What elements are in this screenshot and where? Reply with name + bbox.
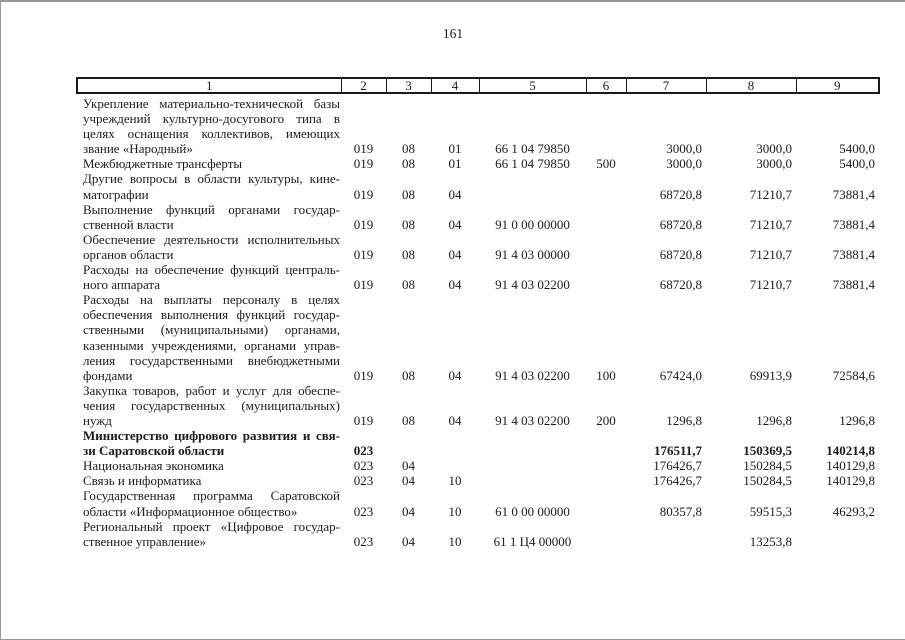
cell-col8: 150284,5 [743, 473, 792, 489]
cell-col2: 019 [353, 216, 374, 232]
cell-col6 [586, 488, 626, 518]
cell-col5: 91 4 03 02200 [495, 412, 570, 428]
table-row [77, 202, 879, 232]
document-page [1, 2, 905, 639]
table-row [77, 519, 879, 549]
cell-col4: 04 [448, 367, 462, 383]
cell-col3: 04 [402, 503, 415, 519]
cell-col5: 91 0 00 00000 [495, 216, 570, 232]
cell-col6 [586, 262, 626, 292]
cell-col2: 019 [353, 367, 374, 383]
row-description-cell [77, 383, 341, 428]
cell-col2: 019 [353, 141, 374, 157]
description-line: чения государственных (муниципальных) [83, 397, 340, 413]
table-row [77, 473, 879, 488]
cell-col2: 019 [353, 277, 374, 293]
cell-col4: 01 [448, 156, 462, 172]
cell-col6: 500 [596, 156, 616, 172]
description-line: звание «Народный» [83, 141, 193, 157]
cell-col6 [586, 93, 626, 156]
header-cell-col3: 3 [386, 78, 431, 93]
cell-col6 [586, 202, 626, 232]
cell-col7: 176511,7 [653, 443, 702, 459]
description-line: ственной власти [83, 216, 174, 232]
cell-col8: 71210,7 [749, 216, 792, 232]
cell-col2: 019 [353, 412, 374, 428]
cell-col5: 91 4 03 00000 [495, 246, 570, 262]
cell-col9: 73881,4 [832, 246, 875, 262]
cell-col5: 91 4 03 02200 [495, 367, 570, 383]
description-line: области «Информационное общество» [83, 503, 298, 519]
cell-col7: 3000,0 [666, 141, 702, 157]
cell-col9: 72584,6 [832, 367, 875, 383]
row-description-cell [77, 262, 341, 292]
table-row [77, 292, 879, 383]
cell-col7: 67424,0 [659, 367, 702, 383]
header-cell-col4: 4 [431, 78, 479, 93]
description-line: Связь и информатика [83, 473, 202, 489]
cell-col4: 04 [448, 216, 462, 232]
cell-col9: 73881,4 [832, 277, 875, 293]
table-body [77, 93, 879, 549]
cell-col6 [586, 428, 626, 458]
cell-col9: 1296,8 [839, 412, 875, 428]
cell-col3: 04 [402, 473, 415, 489]
table-row [77, 93, 879, 156]
cell-col5 [479, 171, 586, 201]
cell-col2: 019 [353, 186, 374, 202]
cell-col4: 04 [448, 412, 462, 428]
cell-col5: 66 1 04 79850 [495, 156, 570, 172]
header-cell-col9: 9 [796, 78, 879, 93]
table-row [77, 458, 879, 473]
table-row [77, 232, 879, 262]
cell-col6 [586, 473, 626, 488]
header-cell-col5: 5 [479, 78, 586, 93]
cell-col7: 68720,8 [659, 246, 702, 262]
description-line: Региональный проект «Цифровое государ- [83, 518, 340, 534]
description-line: Закупка товаров, работ и услуг для обеспе- [83, 382, 340, 398]
description-line: органов области [83, 246, 174, 262]
cell-col6 [586, 519, 626, 549]
cell-col6 [586, 458, 626, 473]
table-row [77, 262, 879, 292]
cell-col2: 023 [353, 473, 374, 489]
description-line: Межбюджетные трансферты [83, 156, 243, 172]
cell-col4 [431, 458, 479, 473]
cell-col5 [479, 428, 586, 458]
cell-col8: 150369,5 [743, 443, 792, 459]
description-line: ственное управление» [83, 533, 207, 549]
cell-col4: 10 [448, 503, 462, 519]
cell-col7: 3000,0 [666, 156, 702, 172]
row-description-cell [77, 473, 341, 488]
description-line: Выполнение функций органами государ- [83, 201, 340, 217]
budget-table [76, 77, 880, 549]
description-line: зи Саратовской области [83, 443, 225, 459]
cell-col6: 100 [596, 367, 616, 383]
cell-col5 [479, 473, 586, 488]
cell-col5: 66 1 04 79850 [495, 141, 570, 157]
cell-col8: 59515,3 [749, 503, 792, 519]
description-line: ственными (муниципальными) органами, [83, 322, 340, 338]
description-line: обеспечения выполнения функций государ- [83, 307, 340, 323]
cell-col5: 91 4 03 02200 [495, 277, 570, 293]
cell-col3: 08 [402, 277, 415, 293]
description-line: казенными учреждениями, органами управ- [83, 337, 340, 353]
cell-col9: 140129,8 [826, 458, 875, 474]
cell-col2: 023 [353, 458, 374, 474]
cell-col8: 3000,0 [756, 141, 792, 157]
cell-col3: 04 [402, 533, 415, 549]
description-line: учреждений культурно-досугового типа в [83, 111, 340, 127]
cell-col7: 176426,7 [653, 458, 702, 474]
cell-col8: 71210,7 [749, 186, 792, 202]
cell-col4: 04 [448, 246, 462, 262]
row-description-cell [77, 93, 341, 156]
description-line: ного аппарата [83, 277, 161, 293]
header-cell-col1: 1 [77, 78, 341, 93]
cell-col8: 1296,8 [756, 412, 792, 428]
header-cell-col6: 6 [586, 78, 626, 93]
cell-col3: 04 [402, 458, 415, 474]
table-row [77, 171, 879, 201]
cell-col3: 08 [402, 141, 415, 157]
description-line: матографии [83, 186, 149, 202]
cell-col3: 08 [402, 246, 415, 262]
description-line: Другие вопросы в области культуры, кине- [83, 171, 340, 187]
cell-col7: 80357,8 [659, 503, 702, 519]
cell-col5: 61 1 Ц4 00000 [493, 533, 572, 549]
cell-col9: 73881,4 [832, 216, 875, 232]
cell-col2: 019 [353, 246, 374, 262]
page-number: 161 [442, 26, 464, 41]
header-cell-col2: 2 [341, 78, 386, 93]
description-line: Укрепление материально-технической базы [83, 96, 340, 111]
cell-col4: 04 [448, 186, 462, 202]
cell-col8: 150284,5 [743, 458, 792, 474]
description-line: Обеспечение деятельности исполнительных [83, 231, 340, 247]
cell-col9: 73881,4 [832, 186, 875, 202]
table-row [77, 428, 879, 458]
row-description-cell [77, 292, 341, 383]
table-header [77, 78, 879, 93]
description-line: Национальная экономика [83, 458, 224, 474]
row-description-cell [77, 202, 341, 232]
row-description-cell [77, 156, 341, 171]
cell-col6 [586, 171, 626, 201]
description-line: нужд [83, 412, 112, 428]
cell-col3: 08 [402, 367, 415, 383]
table-row [77, 488, 879, 518]
cell-col8: 3000,0 [756, 156, 792, 172]
cell-col9: 5400,0 [839, 141, 875, 157]
cell-col9: 46293,2 [832, 503, 875, 519]
row-description-cell [77, 428, 341, 458]
cell-col3: 08 [402, 186, 415, 202]
cell-col3 [386, 428, 431, 458]
cell-col6 [586, 232, 626, 262]
table-row [77, 156, 879, 171]
cell-col2: 023 [353, 533, 374, 549]
cell-col7: 1296,8 [666, 412, 702, 428]
cell-col3: 08 [402, 216, 415, 232]
cell-col8: 13253,8 [749, 533, 792, 549]
cell-col4: 01 [448, 141, 462, 157]
cell-col2: 023 [353, 503, 374, 519]
cell-col3: 08 [402, 156, 415, 172]
cell-col4: 10 [448, 473, 462, 489]
header-cell-col7: 7 [626, 78, 706, 93]
description-line: Расходы на обеспечение функций централь- [83, 262, 340, 278]
description-line: ления государственными внебюджетными [83, 352, 340, 368]
cell-col7: 68720,8 [659, 186, 702, 202]
row-description-cell [77, 171, 341, 201]
cell-col9: 140129,8 [826, 473, 875, 489]
cell-col5: 61 0 00 00000 [495, 503, 570, 519]
cell-col6: 200 [596, 412, 616, 428]
row-description-cell [77, 519, 341, 549]
cell-col8: 71210,7 [749, 277, 792, 293]
cell-col5 [479, 458, 586, 473]
row-description-cell [77, 458, 341, 473]
row-description-cell [77, 488, 341, 518]
cell-col8: 71210,7 [749, 246, 792, 262]
description-line: Расходы на выплаты персоналу в целях [83, 292, 340, 308]
row-description-cell [77, 232, 341, 262]
table-header-row [77, 78, 879, 93]
cell-col7 [626, 519, 706, 549]
cell-col9: 140214,8 [826, 443, 875, 459]
cell-col7: 68720,8 [659, 277, 702, 293]
description-line: Министерство цифрового развития и свя- [83, 428, 340, 444]
table-row [77, 383, 879, 428]
description-line: целях оснащения коллективов, имеющих [83, 126, 340, 142]
cell-col4: 10 [448, 533, 462, 549]
cell-col4: 04 [448, 277, 462, 293]
cell-col8: 69913,9 [749, 367, 792, 383]
cell-col2: 023 [353, 443, 374, 459]
cell-col7: 176426,7 [653, 473, 702, 489]
header-cell-col8: 8 [706, 78, 796, 93]
cell-col9: 5400,0 [839, 156, 875, 172]
cell-col4 [431, 428, 479, 458]
description-line: фондами [83, 367, 133, 383]
cell-col9 [796, 519, 879, 549]
description-line: Государственная программа Саратовской [83, 488, 340, 504]
cell-col7: 68720,8 [659, 216, 702, 232]
cell-col2: 019 [353, 156, 374, 172]
cell-col3: 08 [402, 412, 415, 428]
